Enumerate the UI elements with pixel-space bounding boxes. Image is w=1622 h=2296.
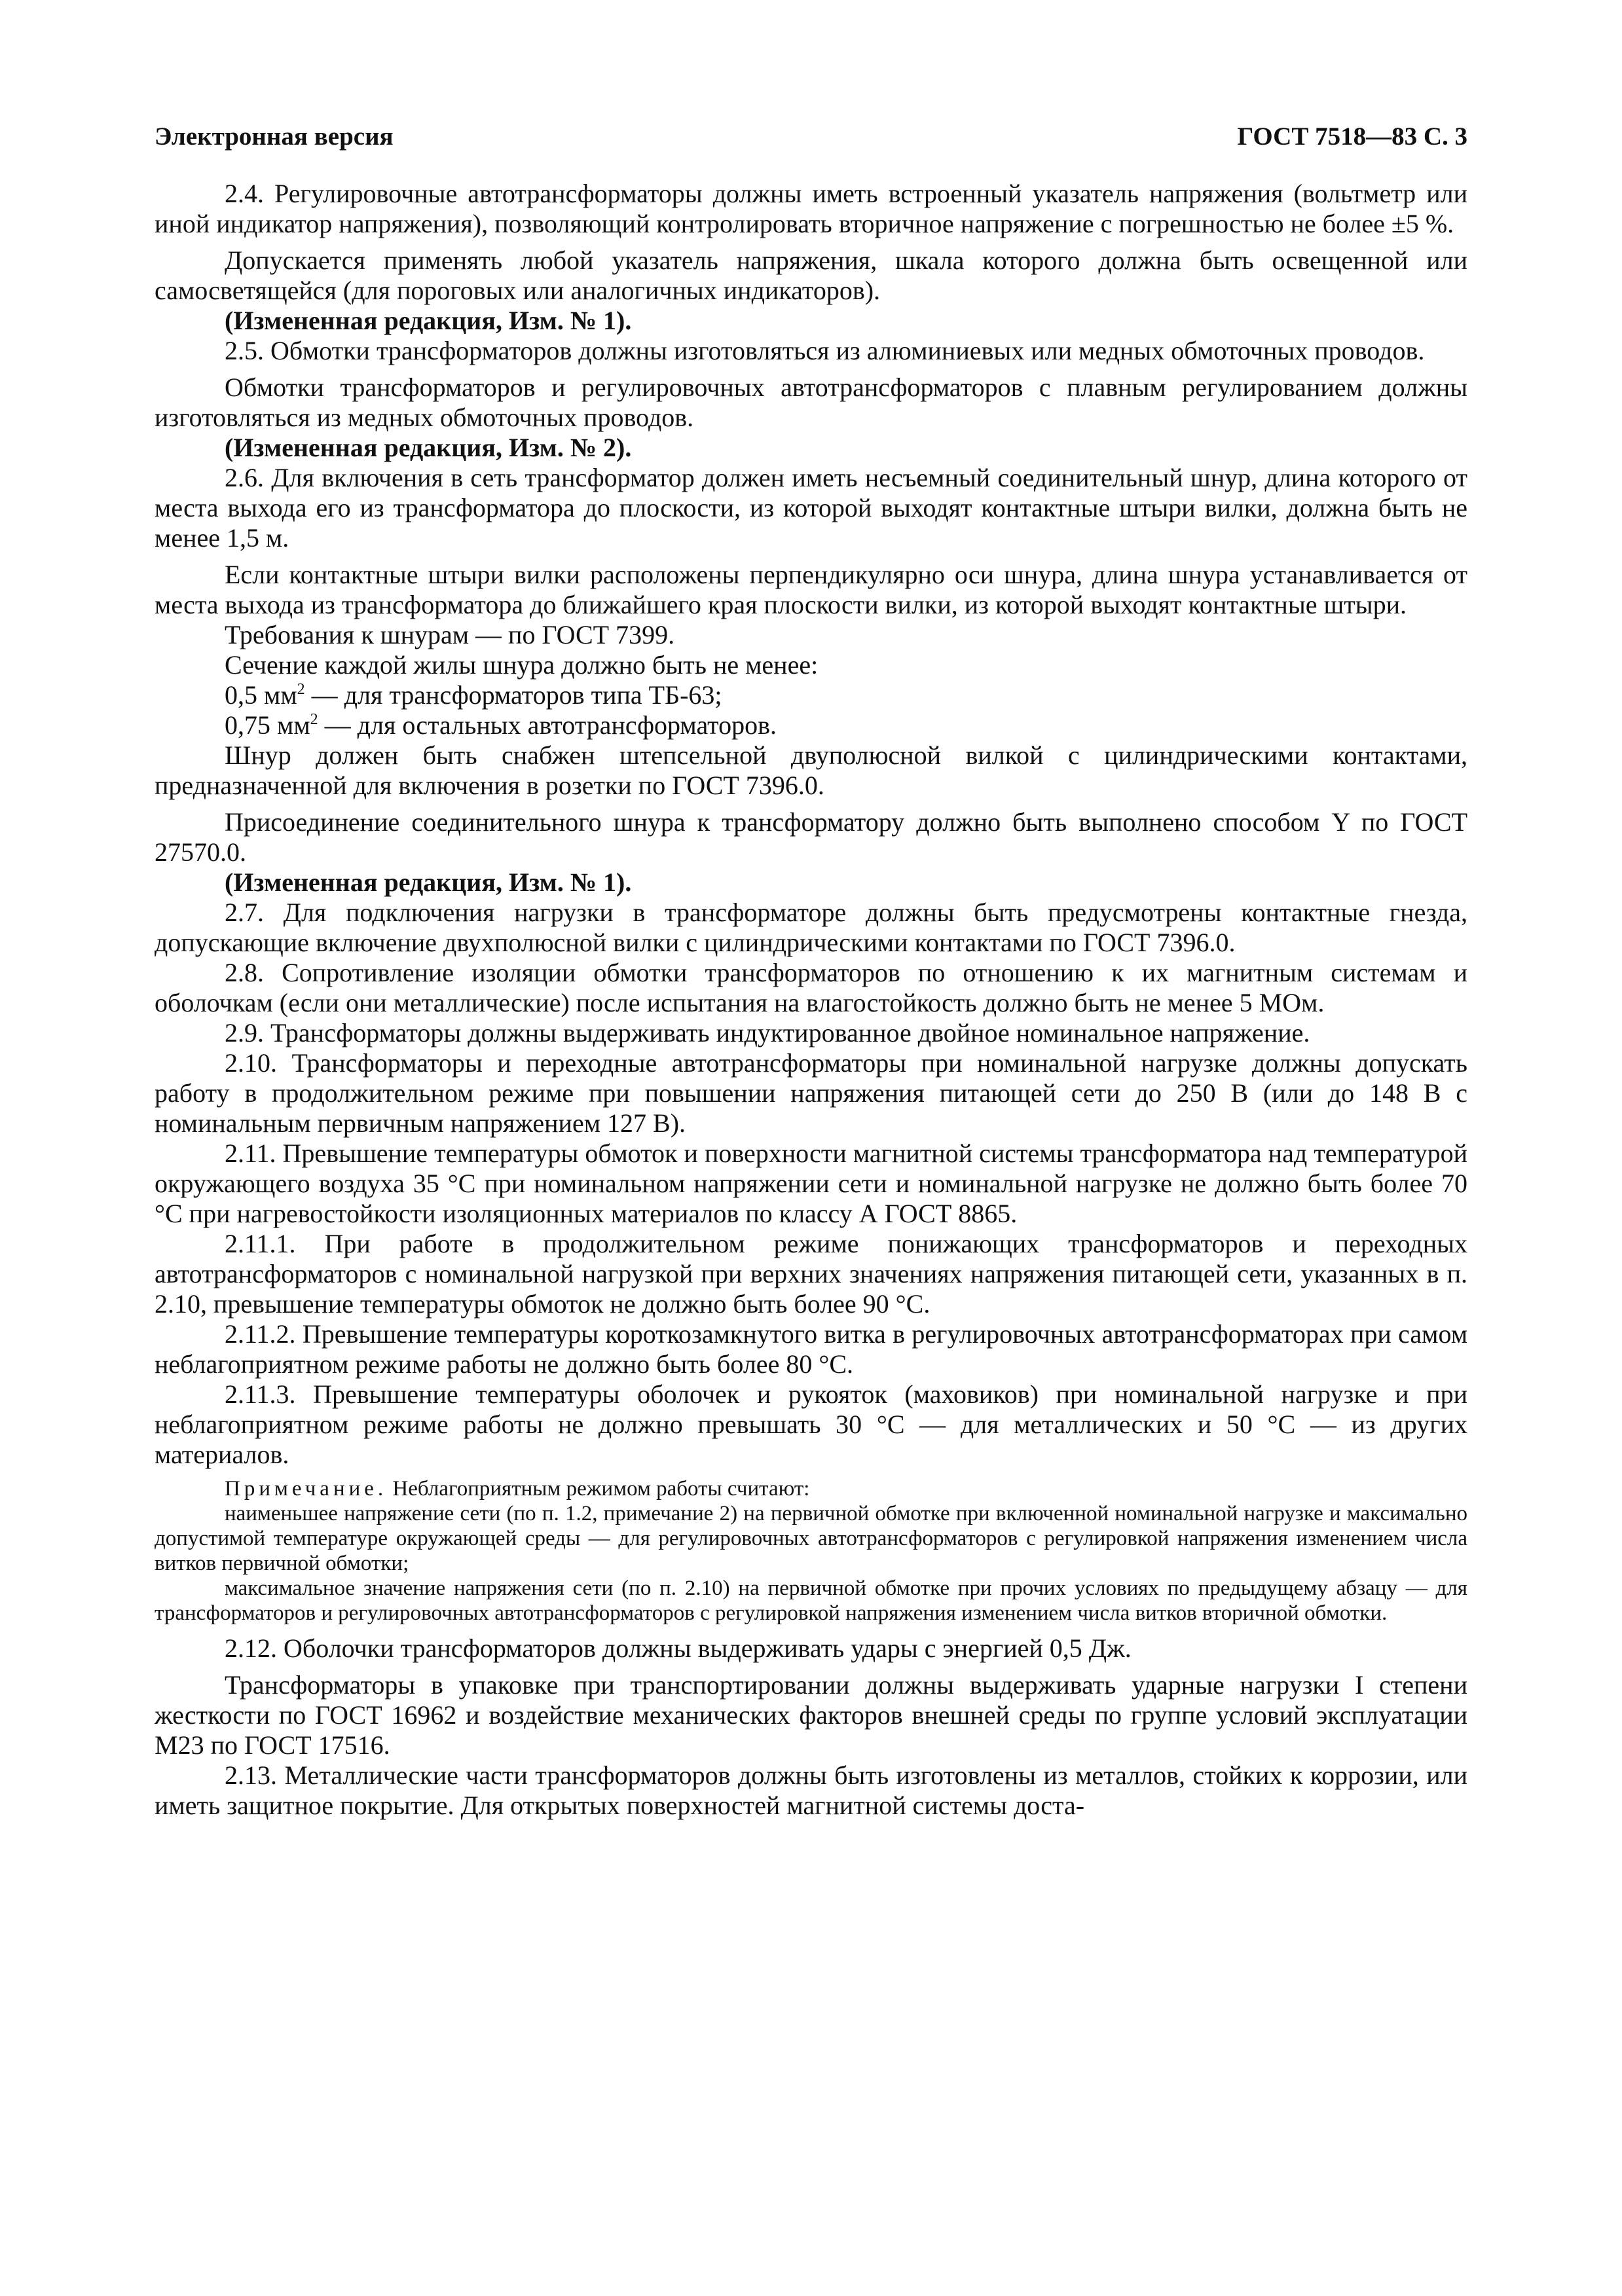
clause-2-5-paragraph-2: Обмотки трансформаторов и регулировочных автотрансформаторов с плавным регулированием должны изготовляться из медных обмоточных проводов. (155, 373, 1467, 432)
clause-2-11: 2.11. Превышение температуры обмоток и поверхности магнитной системы трансформатора над температурой окружающего воздуха 35 °С при номинальном напряжении сети и номинальной нагрузке не должно быть более 70 °С при нагревостойкости изоляционных материалов по классу А ГОСТ 8865. (155, 1139, 1467, 1228)
clause-2-4-paragraph-2: Допускается применять любой указатель напряжения, шкала которого должна быть освещенной или самосветящейся (для пороговых или аналогичных индикаторов). (155, 246, 1467, 305)
cross-section-value: 0,5 мм (225, 680, 297, 710)
header-standard-page: ГОСТ 7518—83 С. 3 (1237, 122, 1467, 151)
clause-2-6-cross-section-tb63 (155, 680, 1467, 710)
clause-2-11-2: 2.11.2. Превышение температуры короткозамкнутого витка в регулировочных автотрансформаторах при самом неблагоприятном режиме работы не должно быть более 80 °С. (155, 1319, 1467, 1379)
page-header (155, 121, 1467, 153)
clause-2-6-connection: Присоединение соединительного шнура к трансформатору должно быть выполнено способом Y по ГОСТ 27570.0. (155, 807, 1467, 867)
clause-2-12: 2.12. Оболочки трансформаторов должны выдерживать удары с энергией 0,5 Дж. (225, 1633, 1132, 1663)
note-intro-text: Неблагоприятным режимом работы считают: (387, 1477, 810, 1501)
amendment-note: (Измененная редакция, Изм. № 1). (225, 867, 632, 897)
clause-2-6-paragraph-2: Если контактные штыри вилки расположены перпендикулярно оси шнура, длина шнура устанавливается от места выхода из трансформатора до ближайшего края плоскости вилки, из которой выходят контактные штыри. (155, 560, 1467, 619)
amendment-note: (Измененная редакция, Изм. № 2). (225, 433, 632, 462)
document-body (155, 179, 1467, 1821)
clause-2-6: 2.6. Для включения в сеть трансформатор должен иметь несъемный соединительный шнур, длина которого от места выхода его из трансформатора до плоскости, из которой выходят контактные штыри вилки, должна быть не менее 1,5 м. (155, 463, 1467, 553)
note-item-1: наименьшее напряжение сети (по п. 1.2, примечание 2) на первичной обмотке при включенной номинальной нагрузке и максимально допустимой температуре окружающей среды — для регулировочных автотрансформаторов с регулировкой напряжения изменением числа витков первичной обмотки; (155, 1502, 1467, 1575)
clause-2-11-3: 2.11.3. Превышение температуры оболочек и рукояток (маховиков) при номинальной нагрузке и при неблагоприятном режиме работы не должно превышать 30 °С — для металлических и 50 °С — из других материалов. (155, 1379, 1467, 1469)
amendment-note: (Измененная редакция, Изм. № 1). (225, 306, 632, 335)
superscript: 2 (297, 681, 305, 698)
clause-2-6-cord-requirements: Требования к шнурам — по ГОСТ 7399. (225, 620, 675, 649)
clause-2-6-plug: Шнур должен быть снабжен штепсельной двуполюсной вилкой с цилиндрическими контактами, предназначенной для включения в розетки по ГОСТ 7396.0. (155, 740, 1467, 800)
note-item-2: максимальное значение напряжения сети (по п. 2.10) на первичной обмотке при прочих условиях по предыдущему абзацу — для трансформаторов и регулировочных автотрансформаторов с регулировкой напряжения изменением числа витков вторичной обмотки. (155, 1576, 1467, 1625)
clause-2-5: 2.5. Обмотки трансформаторов должны изготовляться из алюминиевых или медных обмоточных проводов. (225, 336, 1425, 365)
cross-section-text: — для остальных автотрансформаторов. (318, 710, 777, 740)
clause-2-4: 2.4. Регулировочные автотрансформаторы должны иметь встроенный указатель напряжения (вольтметр или иной индикатор напряжения), позволяющий контролировать вторичное напряжение с погрешностью не более ±5 %. (155, 179, 1467, 238)
superscript: 2 (310, 711, 318, 728)
document-page (155, 121, 1467, 1821)
clause-2-13: 2.13. Металлические части трансформаторов должны быть изготовлены из металлов, стойких к коррозии, или иметь защитное покрытие. Для открытых поверхностей магнитной системы доста- (155, 1760, 1467, 1820)
note-block (155, 1476, 1467, 1626)
clause-2-10: 2.10. Трансформаторы и переходные автотрансформаторы при номинальной нагрузке должны допускать работу в продолжительном режиме при повышении напряжения питающей сети до 250 В (или до 148 В с номинальным первичным напряжением 127 В). (155, 1048, 1467, 1138)
cross-section-value: 0,75 мм (225, 710, 310, 740)
clause-2-11-1: 2.11.1. При работе в продолжительном режиме понижающих трансформаторов и переходных автотрансформаторов с номинальной нагрузкой при верхних значениях напряжения питающей сети, указанных в п. 2.10, превышение температуры обмоток не должно быть более 90 °С. (155, 1229, 1467, 1319)
cross-section-text: — для трансформаторов типа ТБ-63; (304, 680, 722, 710)
clause-2-6-cross-section-other (155, 710, 1467, 740)
clause-2-7: 2.7. Для подключения нагрузки в трансформаторе должны быть предусмотрены контактные гнезда, допускающие включение двухполюсной вилки с цилиндрическими контактами по ГОСТ 7396.0. (155, 898, 1467, 957)
note-label: Примечание. (225, 1477, 388, 1501)
header-edition-label: Электронная версия (155, 122, 394, 151)
note-intro (155, 1476, 1467, 1501)
clause-2-9: 2.9. Трансформаторы должны выдерживать индуктированное двойное номинальное напряжение. (225, 1018, 1310, 1048)
clause-2-6-cross-section: Сечение каждой жилы шнура должно быть не менее: (225, 650, 819, 680)
clause-2-8: 2.8. Сопротивление изоляции обмотки трансформаторов по отношению к их магнитным системам и оболочкам (если они металлические) после испытания на влагостойкость должно быть не менее 5 МОм. (155, 958, 1467, 1017)
clause-2-12-paragraph-2: Трансформаторы в упаковке при транспортировании должны выдерживать ударные нагрузки I степени жесткости по ГОСТ 16962 и воздействие механических факторов внешней среды по группе условий эксплуатации М23 по ГОСТ 17516. (155, 1670, 1467, 1760)
